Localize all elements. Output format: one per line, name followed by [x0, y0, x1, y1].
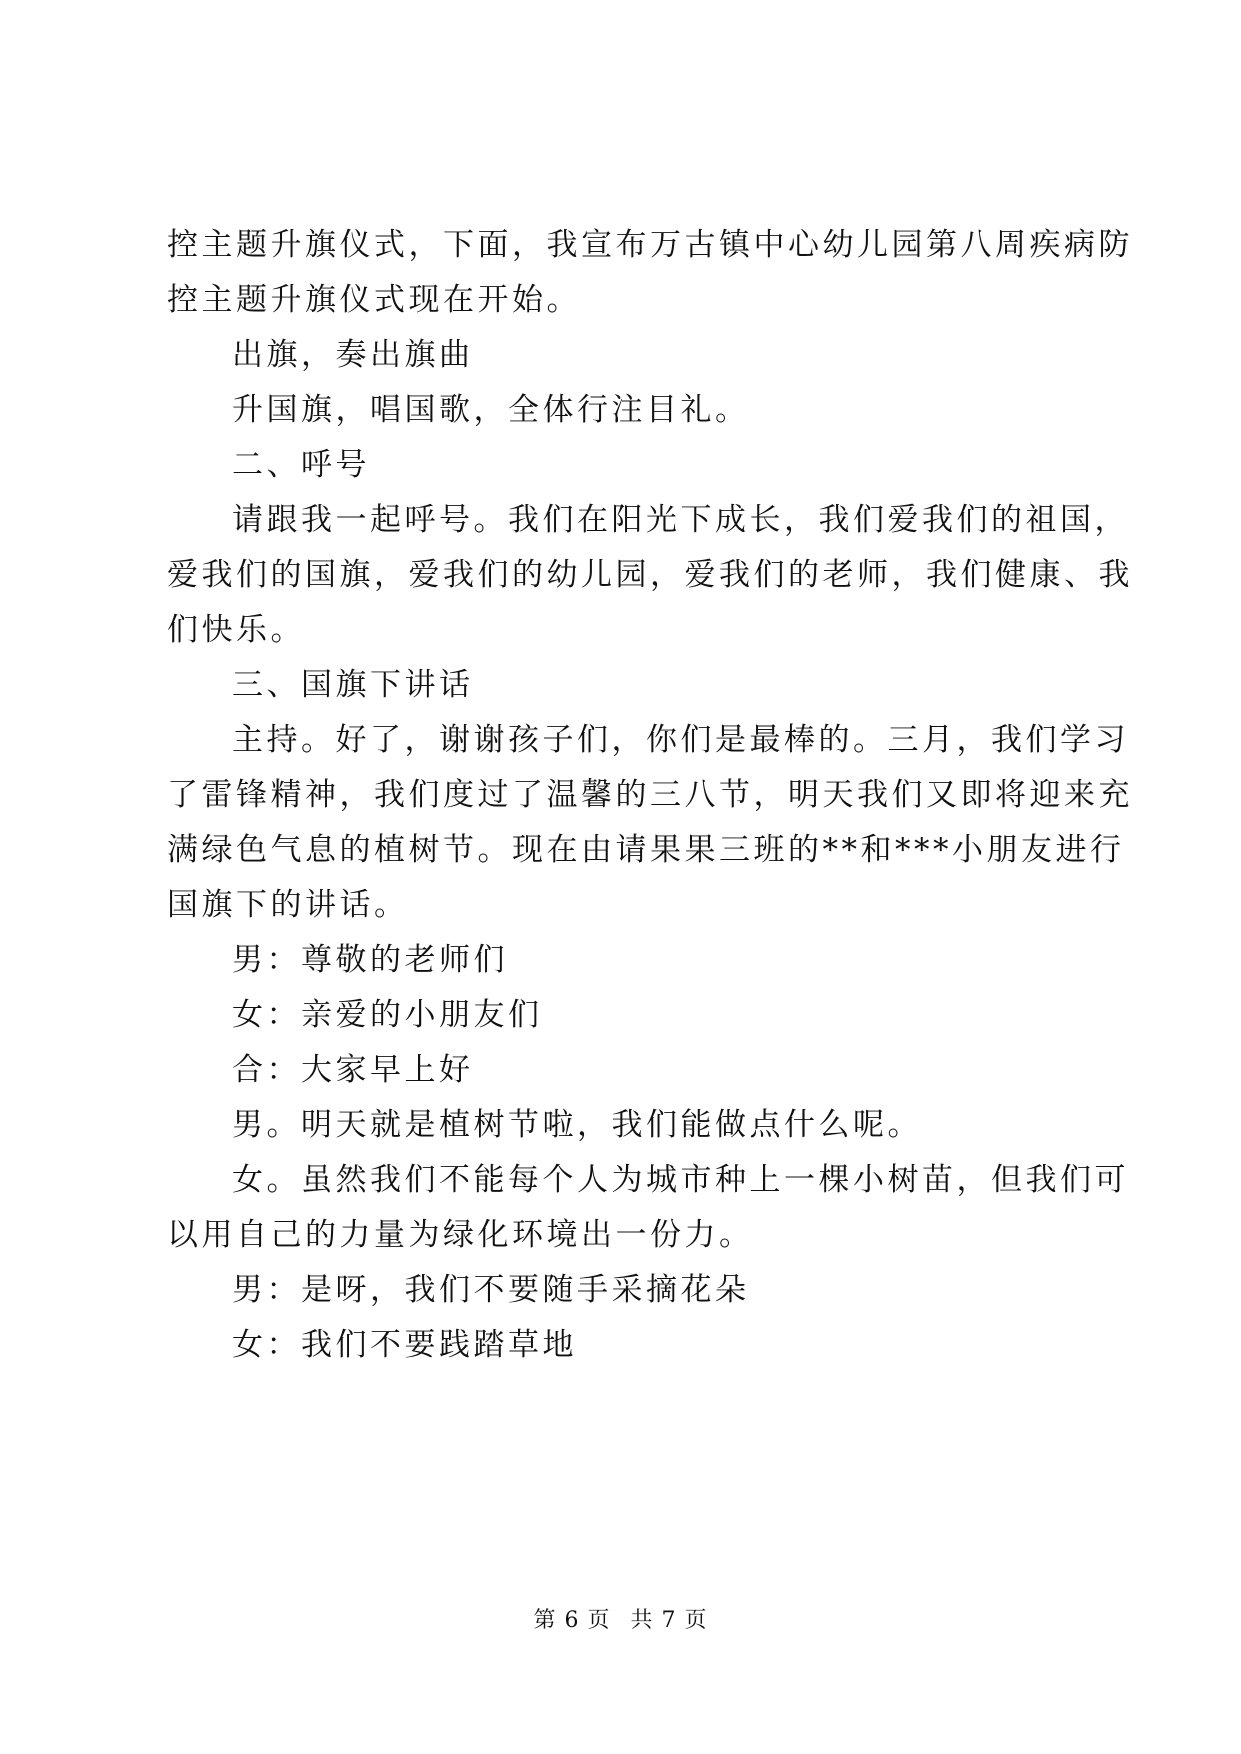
section-heading: 三、国旗下讲话 [232, 667, 474, 703]
text-line: 请跟我一起呼号。我们在阳光下成长，我们爱我们的祖国， [232, 502, 1129, 538]
text-line: 升国旗，唱国歌，全体行注目礼。 [232, 392, 750, 428]
text-line: 以用自己的力量为绿化环境出一份力。 [167, 1217, 754, 1253]
page-number-current: 第 6 页 [533, 1608, 611, 1633]
text-line: 主持。好了，谢谢孩子们，你们是最棒的。三月，我们学习 [232, 722, 1129, 758]
text-line: 了雷锋精神，我们度过了温馨的三八节，明天我们又即将迎来充 [167, 777, 1133, 813]
page-footer [0, 1606, 1241, 1636]
dialogue-line: 男。明天就是植树节啦，我们能做点什么呢。 [232, 1107, 922, 1143]
text-line: 满绿色气息的植树节。现在由请果果三班的**和***小朋友进行 [167, 832, 1125, 868]
dialogue-line: 女。虽然我们不能每个人为城市种上一棵小树苗，但我们可 [232, 1162, 1129, 1198]
dialogue-line: 女：亲爱的小朋友们 [232, 997, 543, 1033]
dialogue-line: 合：大家早上好 [232, 1052, 474, 1088]
text-line: 控主题升旗仪式，下面，我宣布万古镇中心幼儿园第八周疾病防 [167, 227, 1133, 263]
dialogue-line: 男：尊敬的老师们 [232, 942, 508, 978]
dialogue-line: 女：我们不要践踏草地 [232, 1327, 577, 1363]
page-number-total: 共 7 页 [630, 1608, 708, 1633]
text-line: 国旗下的讲话。 [167, 887, 409, 923]
text-line: 控主题升旗仪式现在开始。 [167, 282, 581, 318]
dialogue-line: 男：是呀，我们不要随手采摘花朵 [232, 1272, 750, 1308]
text-line: 爱我们的国旗，爱我们的幼儿园，爱我们的老师，我们健康、我 [167, 557, 1133, 593]
text-line: 出旗，奏出旗曲 [232, 337, 474, 373]
section-heading: 二、呼号 [232, 447, 370, 483]
text-line: 们快乐。 [167, 612, 305, 648]
